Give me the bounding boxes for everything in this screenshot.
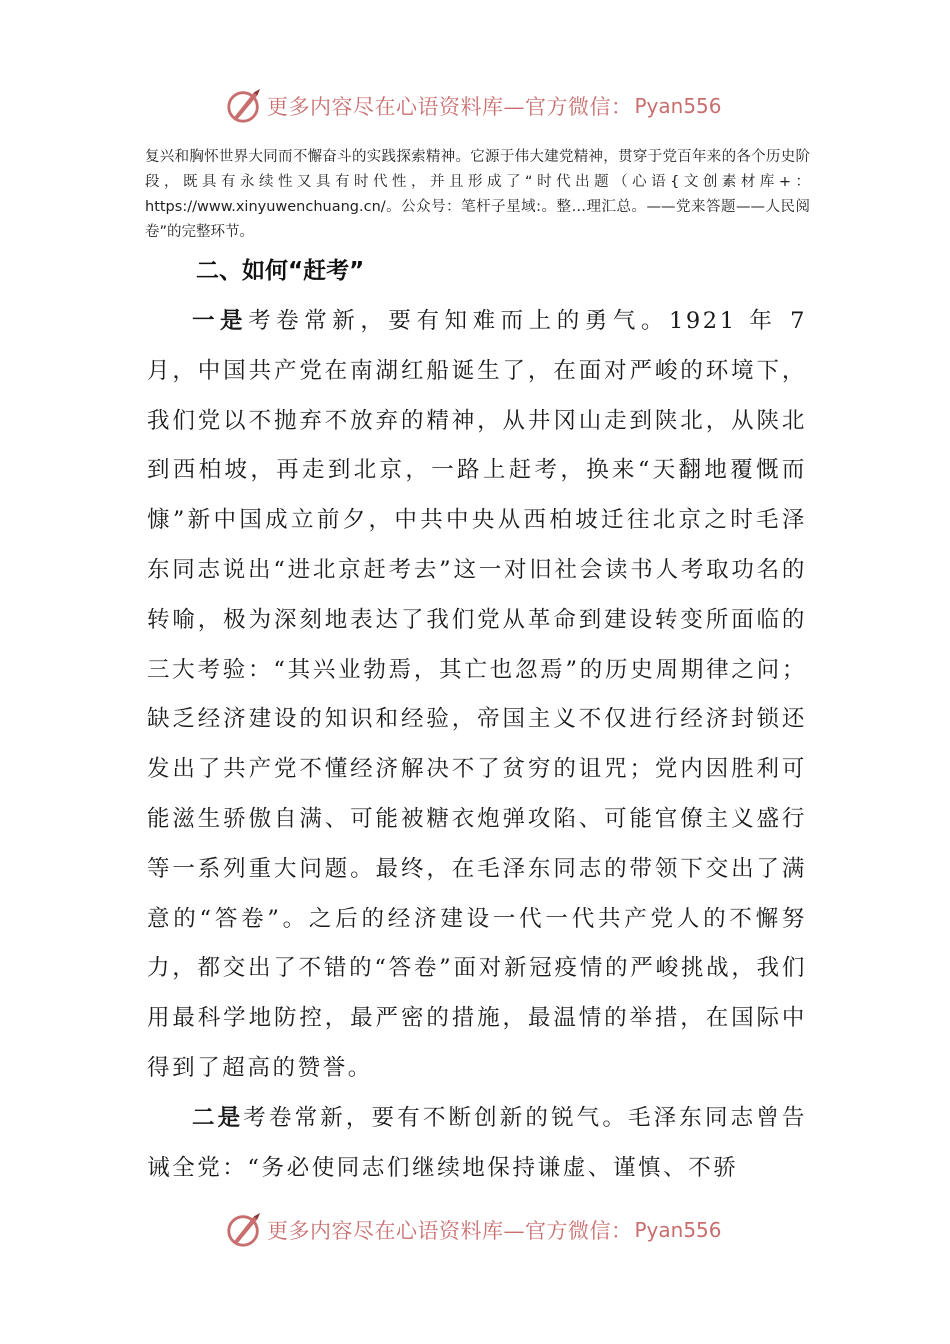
section-heading: 二、如何“赶考”	[196, 258, 365, 284]
paragraph-2	[147, 1094, 807, 1194]
banner-wechat-handle: Pyan556	[634, 94, 722, 118]
paragraph-text: 考卷常新，要有知难而上的勇气。1921 年 7 月，中国共产党在南湖红船诞生了，在面对严峻的环境下，我们党以不抛弃不放弃的精神，从井冈山走到陕北，从陕北到西柏坡，再走到北京，一路上赶考，换来“天翻地覆慨而慷”新中国成立前夕，中共中央从西柏坡迁往北京之时毛泽东同志说出“进北京赶考去”这一对旧社会读书人考取功名的转喻，极为深刻地表达了我们党从革命到建设转变所面临的三大考验：“其兴业勃焉，其亡也忽焉”的历史周期律之问；缺乏经济建设的知识和经验，帝国主义不仅进行经济封锁还发出了共产党不懂经济解决不了贫穷的诅咒；党内因胜利可能滋生骄傲自满、可能被糖衣炮弹攻陷、可能官僚主义盛行等一系列重大问题。最终，在毛泽东同志的带领下交出了满意的“答卷”。之后的经济建设一代一代共产党人的不懈努力，都交出了不错的“答卷”面对新冠疫情的严峻挑战，我们用最科学地防控，最严密的措施，最温情的举措，在国际中得到了超高的赞誉。	[147, 308, 808, 1081]
paragraph-text: 考卷常新，要有不断创新的锐气。毛泽东同志曾告诫全党：“务必使同志们继续地保持谦虚、谨慎、不骄	[147, 1104, 807, 1181]
header-watermark-banner	[225, 86, 722, 126]
paragraph-lead: 二是	[192, 1104, 244, 1131]
banner-wechat-handle: Pyan556	[634, 1218, 722, 1242]
intro-paragraph: 复兴和胸怀世界大同而不懈奋斗的实践探索精神。它源于伟大建党精神，贯穿于党百年来的各个历史阶段，既具有永续性又具有时代性，并且形成了“时代出题（心语{文创素材库+：https://www.xinyuwenchuang.cn/。公众号：笔杆子星域:。整…理汇总。——党来答题——人民阅卷”的完整环节。	[145, 149, 810, 240]
paragraph-1	[147, 297, 807, 1094]
banner-text: 更多内容尽在心语资料库—官方微信：	[267, 95, 633, 119]
footer-watermark-banner	[225, 1210, 722, 1250]
body-text	[147, 297, 807, 1193]
quill-logo-icon	[225, 1211, 263, 1249]
quill-logo-icon	[225, 87, 263, 125]
banner-text: 更多内容尽在心语资料库—官方微信：	[267, 1219, 633, 1243]
paragraph-lead: 一是	[192, 308, 249, 334]
